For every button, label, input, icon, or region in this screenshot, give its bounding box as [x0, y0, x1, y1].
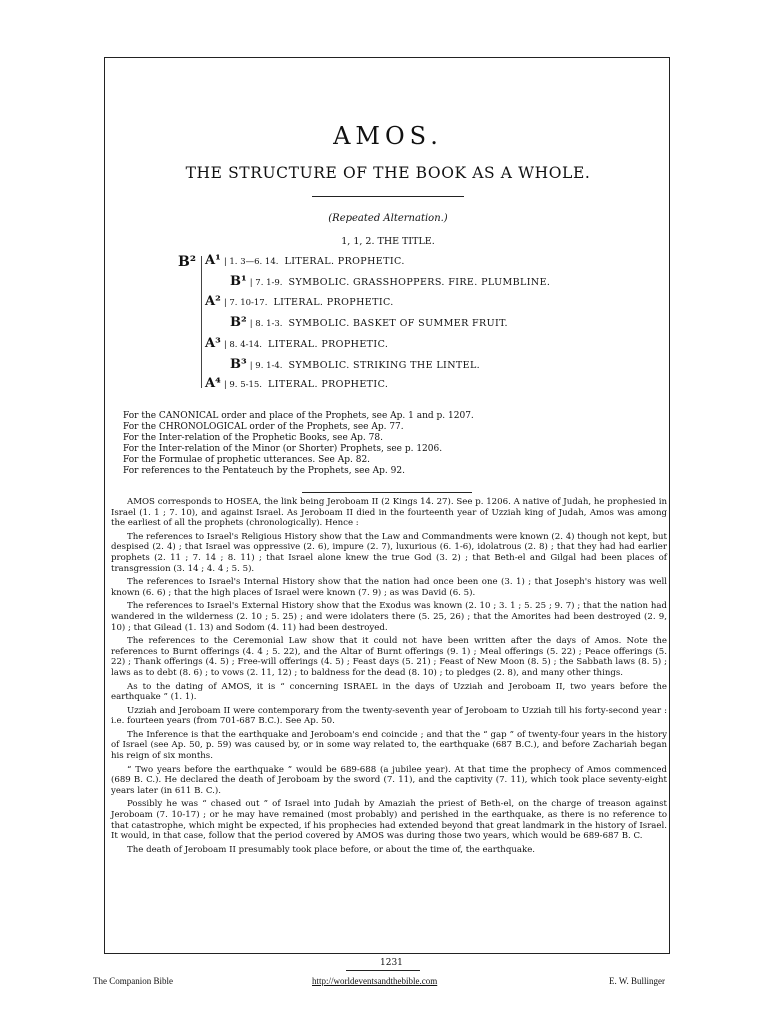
structure-ref: | 7. 1-9.	[249, 278, 283, 288]
structure-row-a2	[205, 294, 394, 309]
structure-subtitle: THE STRUCTURE OF THE BOOK AS A WHOLE.	[185, 164, 591, 182]
title-line: 1, 1, 2. THE TITLE.	[341, 236, 435, 247]
page-number: 1231	[380, 958, 403, 968]
structure-label: B²	[230, 315, 247, 330]
structure-text: SYMBOLIC. STRIKING THE LINTEL.	[288, 360, 481, 371]
book-title: AMOS.	[333, 122, 443, 150]
title-rule	[312, 196, 464, 197]
structure-text: SYMBOLIC. GRASSHOPPERS. FIRE. PLUMBLINE.	[288, 277, 551, 288]
reference-line: For the CHRONOLOGICAL order of the Prophets, see Ap. 77.	[123, 422, 404, 432]
footer-right: E. W. Bullinger	[609, 976, 665, 986]
page-number-rule	[346, 970, 420, 971]
structure-ref: | 1. 3—6. 14.	[223, 257, 279, 267]
structure-ref: | 8. 4-14.	[223, 340, 262, 350]
structure-row-b3	[230, 357, 480, 372]
structure-row-a4	[205, 376, 388, 391]
paragraph: “ Two years before the earthquake ” would be 689-688 (a jubilee year). At that time the prophecy of Amos commenced (689 B. C.). He declared the death of Jeroboam by the sword (7. 11), and the captivity (7. 11), which took place seventy-eight years later (in 611 B. C.).	[111, 764, 667, 796]
structure-row-b1	[230, 274, 550, 289]
structure-row-a3	[205, 336, 388, 351]
structure-row-b2	[230, 315, 508, 330]
structure-ref: | 9. 1-4.	[249, 361, 283, 371]
section-rule	[302, 492, 472, 493]
footer-left: The Companion Bible	[93, 976, 173, 986]
footer-link[interactable]: http://worldeventsandthebible.com	[312, 976, 438, 986]
structure-text: LITERAL. PROPHETIC.	[273, 297, 394, 308]
paragraph: The references to Israel's External History show that the Exodus was known (2. 10 ; 3. 1 ; 5. 25 ; 9. 7) ; that the nation had wandered in the wilderness (2. 10 ; 5. 25) ; and were idolaters there (5. 25, 26) ; that the Amorites had been destroyed (2. 9, 10) ; that Gilead (1. 13) and Sodom (4. 11) had been destroyed.	[111, 601, 667, 633]
paragraph: The death of Jeroboam II presumably took place before, or about the time of, the earthquake.	[127, 844, 536, 855]
paragraph: Uzziah and Jeroboam II were contemporary from the twenty-seventh year of Jeroboam to Uzziah till his forty-second year : i.e. fourteen years (from 701-687 B.C.). See Ap. 50.	[111, 705, 667, 727]
paragraph: Possibly he was “ chased out ” of Israel into Judah by Amaziah the priest of Beth-el, on the charge of treason against Jeroboam (7. 10-17) ; or he may have remained (most probably) and perished in the earthquake, as there is no reference to that catastrophe, which might be expected, if his prophecies had extended beyond that great landmark in the history of Israel. It would, in that case, follow that the period covered by AMOS was during those two years, which would be 689-687 B. C.	[111, 799, 667, 842]
structure-text: LITERAL. PROPHETIC.	[268, 339, 389, 350]
structure-brace	[201, 256, 207, 388]
structure-ref: | 9. 5-15.	[223, 380, 262, 390]
structure-label: B¹	[230, 274, 247, 289]
reference-line: For the Inter-relation of the Minor (or Shorter) Prophets, see p. 1206.	[123, 444, 443, 454]
structure-label: A⁴	[205, 376, 221, 391]
reference-line: For the Formulae of prophetic utterances. See Ap. 82.	[123, 455, 371, 465]
reference-line: For the Inter-relation of the Prophetic Books, see Ap. 78.	[123, 433, 383, 443]
paragraph: The references to Israel's Internal History show that the nation had once been one (3. 1) ; that Joseph's history was well known (6. 6) ; that the high places of Israel were known (7. 9) ; as was David (6. 5).	[111, 577, 667, 598]
structure-label: A¹	[205, 253, 221, 268]
reference-line: For references to the Pentateuch by the Prophets, see Ap. 92.	[123, 466, 405, 476]
structure-text: LITERAL. PROPHETIC.	[268, 379, 389, 390]
prose-body	[111, 497, 667, 855]
structure-text: SYMBOLIC. BASKET OF SUMMER FRUIT.	[288, 318, 508, 329]
structure-row-a1	[205, 253, 405, 268]
page-frame	[104, 57, 670, 954]
paragraph: The references to Israel's Religious History show that the Law and Commandments were known (2. 4) though not kept, but despised (2. 4) ; that Israel was oppressive (2. 6), impure (2. 7), luxurious (6. 1-6), idolatrous (2. 8) ; that they had had earlier prophets (2. 11 ; 7. 14 ; 8. 11) ; that Israel alone knew the true God (3. 2) ; that Beth-el and Gilgal had been places of transgression (3. 14 ; 4. 4 ; 5. 5).	[111, 531, 667, 574]
paragraph: The references to the Ceremonial Law show that it could not have been written after the days of Amos. Note the references to Burnt offerings (4. 4 ; 5. 22), and the Altar of Burnt offerings (9. 1) ; Meal offerings (5. 22) ; Peace offerings (5. 22) ; Thank offerings (4. 5) ; Free-will offerings (4. 5) ; Feast days (5. 21) ; Feast of New Moon (8. 5) ; the Sabbath laws (8. 5) ; laws as to debt (8. 6) ; to vows (2. 11, 12) ; to baldness for the dead (8. 10) ; to pledges (2. 8), and many other things.	[111, 636, 667, 678]
structure-label: A²	[205, 294, 221, 309]
reference-line: For the CANONICAL order and place of the Prophets, see Ap. 1 and p. 1207.	[123, 411, 474, 421]
alternation-label: (Repeated Alternation.)	[328, 213, 448, 224]
paragraph: As to the dating of AMOS, it is “ concerning ISRAEL in the days of Uzziah and Jeroboam II, two years before the earthquake ” (1. 1).	[111, 681, 667, 703]
paragraph: The Inference is that the earthquake and Jeroboam's end coincide ; and that the “ gap ” of twenty-four years in the history of Israel (see Ap. 50, p. 59) was caused by, or in some way related to, the earthquake (687 B.C.), and before Zachariah began his reign of six months.	[111, 729, 667, 762]
structure-label: B³	[230, 357, 247, 372]
structure-bracket-mark: B²	[178, 254, 196, 270]
paragraph: AMOS corresponds to HOSEA, the link being Jeroboam II (2 Kings 14. 27). See p. 1206. A native of Judah, he prophesied in Israel (1. 1 ; 7. 10), and against Israel. As Jeroboam II died in the fourteenth year of Uzziah king of Judah, Amos was among the earliest of all the prophets (chronologically). Hence :	[111, 497, 667, 529]
structure-text: LITERAL. PROPHETIC.	[284, 256, 405, 267]
structure-ref: | 7. 10-17.	[223, 298, 268, 308]
structure-label: A³	[205, 336, 221, 351]
structure-ref: | 8. 1-3.	[249, 319, 283, 329]
